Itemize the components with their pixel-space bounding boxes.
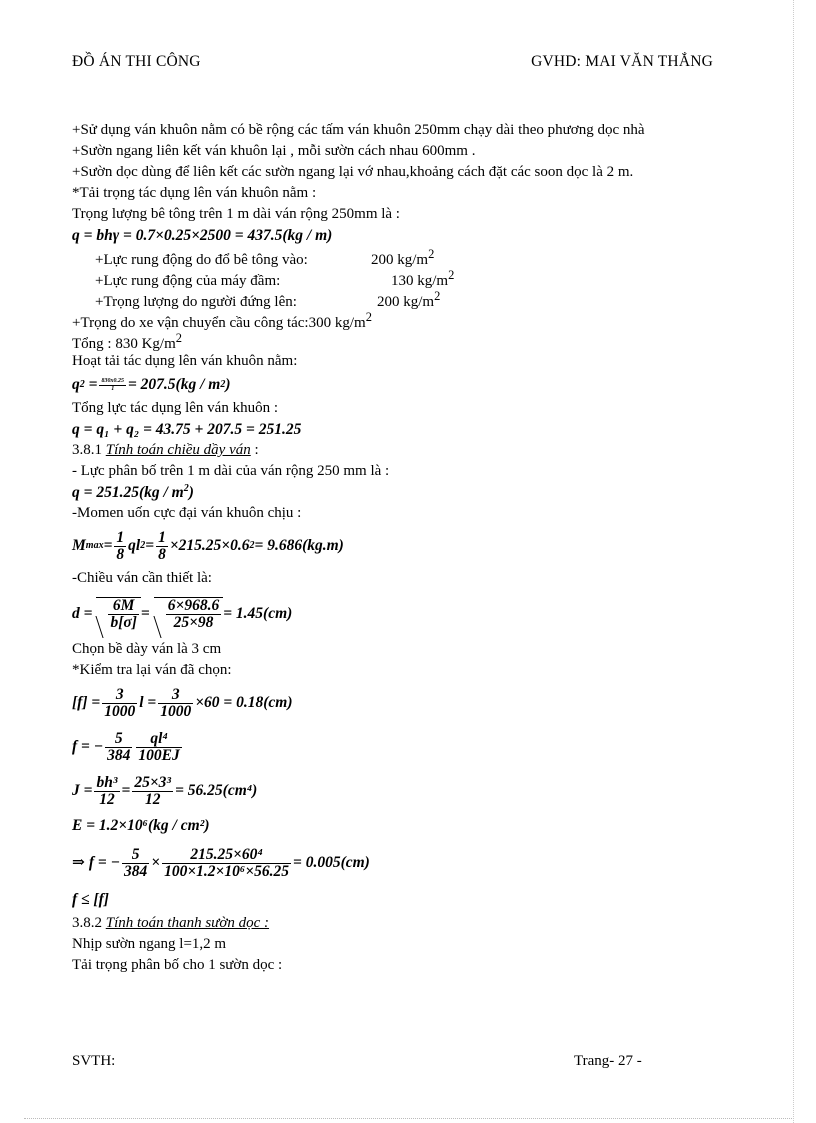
text-line: +Sườn dọc dùng để liên kết các sườn ngang lại vớ nhau,khoảng cách đặt các soon dọc là 2 m. xyxy=(72,164,634,180)
text-line: Chọn bề dày ván là 3 cm xyxy=(72,641,222,657)
text-line: +Trọng do xe vận chuyển cầu công tác:300 $kg/m^2$ xyxy=(72,310,372,331)
load-value: 200 kg/m xyxy=(371,252,429,268)
document-body xyxy=(72,120,722,976)
load-item: +Lực rung động của máy đầm: 130 $kg/m^2$ xyxy=(72,267,722,288)
formula-check: f ≤ [f] xyxy=(72,891,109,908)
header-instructor: GVHD: MAI VĂN THẮNG xyxy=(531,53,713,70)
formula-total-load: q = q₁ + q₂ = 43.75 + 207.5 = 251.25 xyxy=(72,421,302,438)
load-value: 200 kg/m xyxy=(377,294,435,310)
text-line: -Momen uốn cực đại ván khuôn chịu : xyxy=(72,505,302,521)
load-label: +Lực rung động của máy đầm: xyxy=(95,273,281,289)
load-label: +Trọng lượng do người đứng lên: xyxy=(95,294,297,310)
formula-thickness: d = $\frac{6M}{b[\sigma]}$ = $\frac{6\times 968.6}{25\times 98}$ = 1.45(cm) xyxy=(72,597,293,631)
footer-page-number: Trang- 27 - xyxy=(574,1053,642,1069)
load-item: +Trọng lượng do người đứng lên: 200 $kg/m^2$ xyxy=(72,288,722,309)
formula-modulus: E = 1.2×10⁶(kg / cm²) xyxy=(72,817,210,834)
footer-student: SVTH: xyxy=(72,1053,116,1069)
text-line: - Lực phân bố trên 1 m dài của ván rộng 250 mm là : xyxy=(72,463,390,479)
header-title: ĐỒ ÁN THI CÔNG xyxy=(72,53,201,70)
text-line: *Kiểm tra lại ván đã chọn: xyxy=(72,662,232,678)
load-value: 130 kg/m xyxy=(391,273,449,289)
section-heading: 3.8.1 Tính toán chiều dầy ván : xyxy=(72,442,259,458)
formula-allowable-deflection: [f] = $\frac{3}{1000}$ l = $\frac{3}{1000}$ ×60 = 0.18(cm) xyxy=(72,685,293,720)
load-item: +Lực rung động do đổ bê tông vào: 200 $kg/m^2$ xyxy=(72,246,722,267)
formula-deflection: f = − $\frac{5}{384}$ ql⁴ 100EJ xyxy=(72,729,180,764)
formula-dead-load: q = bhγ = 0.7×0.25×2500 = 437.5(kg / m) xyxy=(72,227,333,244)
text-line: Tổng lực tác dụng lên ván khuôn : xyxy=(72,400,279,416)
text-line: -Chiều ván cần thiết là: xyxy=(72,570,212,586)
text-line: Tải trọng phân bố cho 1 sườn dọc : xyxy=(72,957,283,973)
text-line: Trọng lượng bê tông trên 1 m dài ván rộng 250mm là : xyxy=(72,206,400,222)
formula-distributed-load: $q = 251.25(kg / m^2)$ xyxy=(72,483,194,501)
text-line: +Sườn ngang liên kết ván khuôn lại , mỗi sườn cách nhau 600mm . xyxy=(72,143,476,159)
load-label: +Lực rung động do đổ bê tông vào: xyxy=(95,252,308,268)
formula-inertia: J = $\frac{\text{bh³}}{12}$ = $\frac{\text{25×3³}}{12}$ = 56.25(cm⁴) xyxy=(72,773,258,808)
text-line: Hoạt tải tác dụng lên ván khuôn nằm: xyxy=(72,353,298,369)
formula-deflection-value: ⇒ f = − $\frac{5}{384}$ × $\frac{\text{215.25×60⁴}}{\text{100×1.2×10⁶×56.25}}$ = 0.005(cm) xyxy=(72,845,370,880)
page-bottom-border xyxy=(24,1118,792,1119)
page-right-border xyxy=(793,0,794,1123)
formula-moment: M max = $\frac{1}{8}$ ql 2 = $\frac{1}{8}$ ×215.25×0.6 2 = 9.686(kg.m) xyxy=(72,528,344,563)
section-heading: 3.8.2 Tính toán thanh sườn dọc : xyxy=(72,915,270,931)
formula-live-load: q 2 = $\frac{830x0.25}{1}$ = 207.5(kg / m 2 ) xyxy=(72,376,231,393)
text-line: Tổng : 830 $Kg/m^2$ xyxy=(72,331,182,352)
text-line: Nhịp sườn ngang l=1,2 m xyxy=(72,936,227,952)
text-line: *Tải trọng tác dụng lên ván khuôn nằm : xyxy=(72,185,317,201)
text-line: +Sử dụng ván khuôn nằm có bề rộng các tấm ván khuôn 250mm chạy dài theo phương dọc nhà xyxy=(72,122,645,138)
